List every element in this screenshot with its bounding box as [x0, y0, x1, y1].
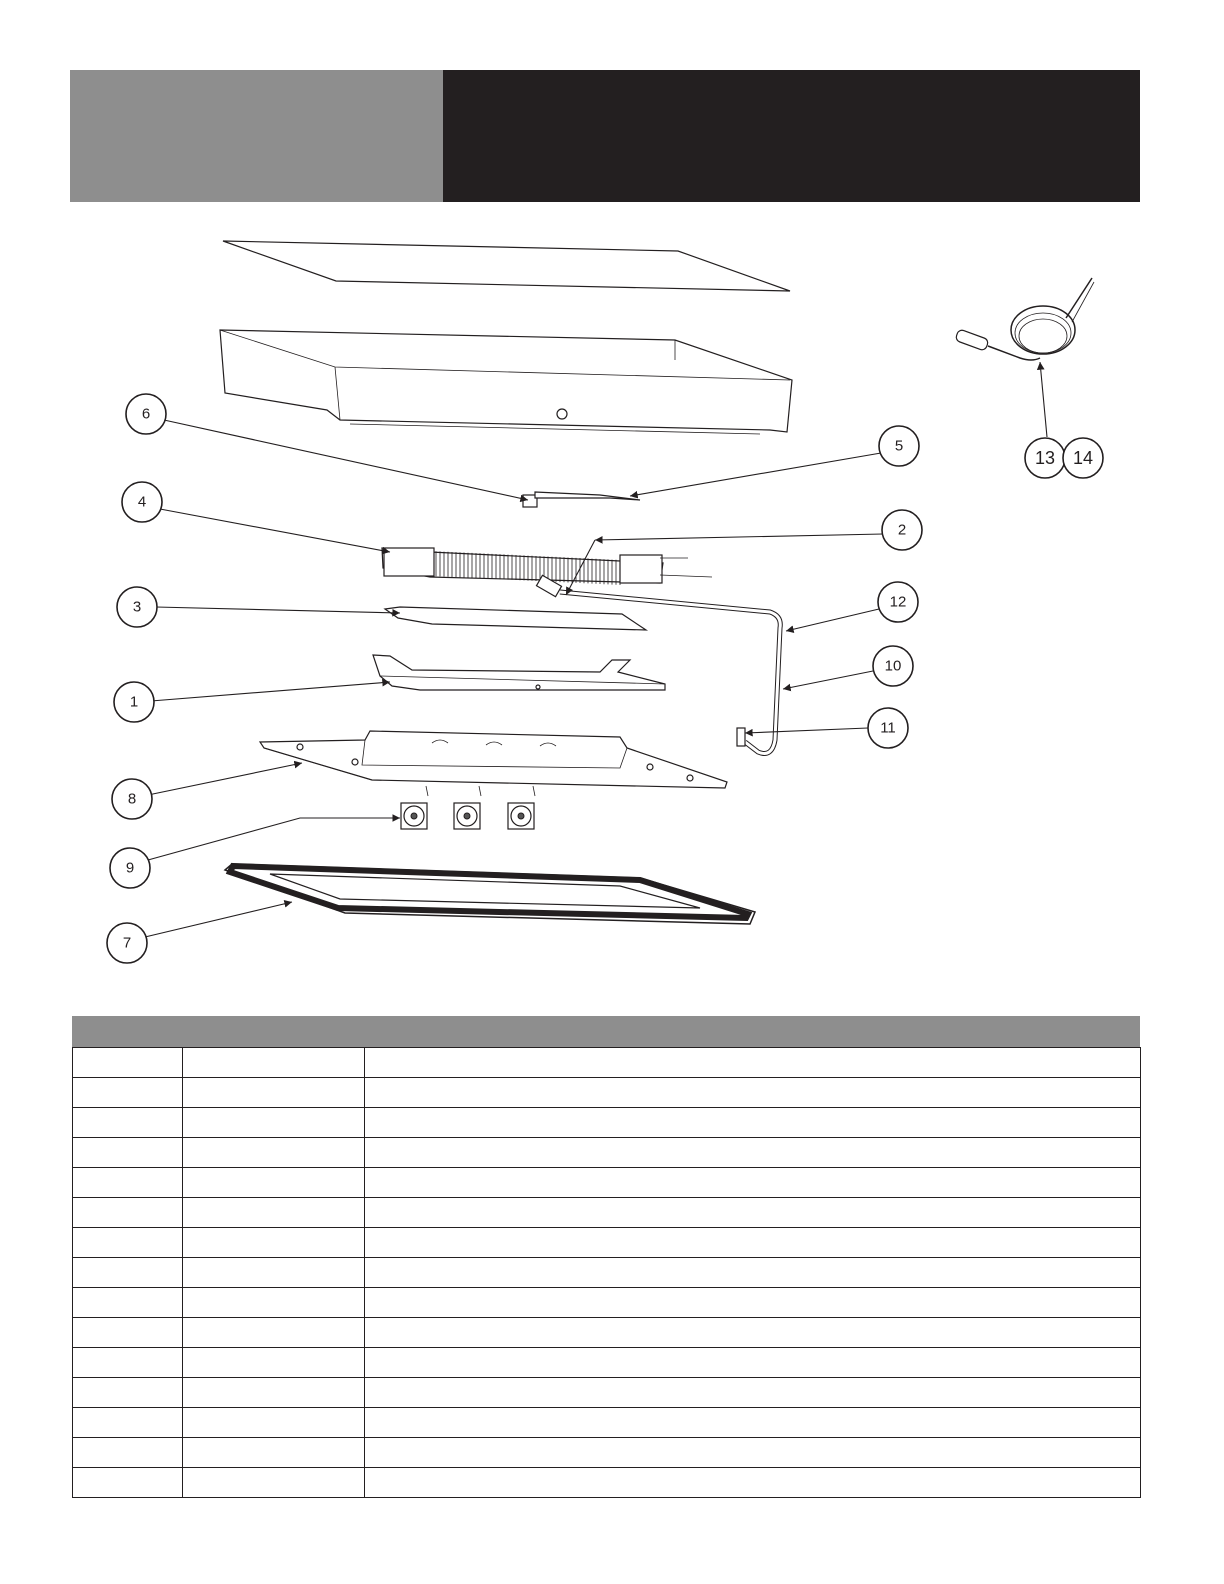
- part-number-cell: [183, 1438, 365, 1468]
- table-row: [73, 1438, 1141, 1468]
- base-plate-part: [260, 731, 727, 788]
- item-cell: [73, 1258, 183, 1288]
- callout-4: [122, 482, 162, 522]
- sensor-bracket-part: [523, 492, 640, 507]
- part-number-cell: [183, 1108, 365, 1138]
- svg-text:2: 2: [897, 521, 907, 539]
- table-row: [73, 1168, 1141, 1198]
- callout-1: [114, 682, 154, 722]
- description-cell: [365, 1378, 1141, 1408]
- part-number-cell: [183, 1288, 365, 1318]
- svg-text:4: 4: [137, 493, 147, 511]
- description-cell: [365, 1318, 1141, 1348]
- description-cell: [365, 1138, 1141, 1168]
- description-cell: [365, 1468, 1141, 1498]
- part-number-cell: [183, 1468, 365, 1498]
- part-number-cell: [183, 1378, 365, 1408]
- part-number-cell: [183, 1228, 365, 1258]
- description-cell: [365, 1168, 1141, 1198]
- description-cell: [365, 1258, 1141, 1288]
- callout-12: [878, 582, 918, 622]
- part-number-cell: [183, 1168, 365, 1198]
- table-row: [73, 1408, 1141, 1438]
- callout-3: [117, 587, 157, 627]
- callout-10: [873, 646, 913, 686]
- callout-2: [882, 510, 922, 550]
- callout-7: [107, 923, 147, 963]
- callout-11: [868, 708, 908, 748]
- item-cell: [73, 1288, 183, 1318]
- header-right-band: [443, 70, 1140, 202]
- part-number-cell: [183, 1348, 365, 1378]
- svg-text:6: 6: [141, 405, 151, 423]
- fan-2: [454, 803, 480, 829]
- fans-part: [401, 786, 535, 829]
- description-cell: [365, 1078, 1141, 1108]
- item-cell: [73, 1078, 183, 1108]
- svg-text:10: 10: [884, 657, 902, 675]
- table-row: [73, 1378, 1141, 1408]
- part-number-cell: [183, 1048, 365, 1078]
- table-row: [73, 1138, 1141, 1168]
- svg-text:9: 9: [125, 859, 135, 877]
- item-cell: [73, 1168, 183, 1198]
- item-cell: [73, 1378, 183, 1408]
- callout-6: [126, 394, 166, 434]
- table-row: [73, 1348, 1141, 1378]
- item-cell: [73, 1048, 183, 1078]
- top-panel-part: [223, 241, 790, 291]
- svg-text:5: 5: [894, 437, 904, 455]
- fan-1: [401, 803, 427, 829]
- callout-13: [1025, 438, 1065, 478]
- part-number-cell: [183, 1318, 365, 1348]
- svg-text:14: 14: [1072, 448, 1094, 468]
- description-cell: [365, 1228, 1141, 1258]
- table-row: [73, 1108, 1141, 1138]
- item-cell: [73, 1138, 183, 1168]
- table-row: [73, 1228, 1141, 1258]
- description-cell: [365, 1288, 1141, 1318]
- part-number-cell: [183, 1138, 365, 1168]
- table-row: [73, 1198, 1141, 1228]
- thermistor-part: [955, 278, 1094, 360]
- table-row: [73, 1288, 1141, 1318]
- table-row: [73, 1318, 1141, 1348]
- evaporator-coil-part: [382, 548, 712, 597]
- callout-9: [110, 848, 150, 888]
- parts-table: [72, 1047, 1141, 1498]
- part-number-cell: [183, 1078, 365, 1108]
- item-cell: [73, 1198, 183, 1228]
- item-cell: [73, 1228, 183, 1258]
- drip-tray-part: [373, 655, 665, 690]
- description-cell: [365, 1408, 1141, 1438]
- item-cell: [73, 1438, 183, 1468]
- svg-text:1: 1: [129, 693, 139, 711]
- description-cell: [365, 1438, 1141, 1468]
- item-cell: [73, 1468, 183, 1498]
- exploded-parts-diagram: [0, 220, 1224, 1000]
- description-cell: [365, 1348, 1141, 1378]
- housing-part: [220, 330, 792, 434]
- item-cell: [73, 1318, 183, 1348]
- callout-5: [879, 426, 919, 466]
- svg-text:8: 8: [127, 790, 137, 808]
- item-cell: [73, 1408, 183, 1438]
- description-cell: [365, 1108, 1141, 1138]
- header-left-band: [70, 70, 443, 202]
- callout-14: [1063, 438, 1103, 478]
- item-cell: [73, 1348, 183, 1378]
- gasket-frame-part: [225, 864, 755, 924]
- svg-text:7: 7: [122, 934, 132, 952]
- part-number-cell: [183, 1408, 365, 1438]
- item-cell: [73, 1108, 183, 1138]
- table-row: [73, 1048, 1141, 1078]
- parts-table-header-band: [72, 1016, 1140, 1047]
- part-number-cell: [183, 1198, 365, 1228]
- table-row: [73, 1468, 1141, 1498]
- description-cell: [365, 1048, 1141, 1078]
- svg-text:3: 3: [132, 598, 142, 616]
- svg-text:11: 11: [880, 719, 896, 737]
- svg-text:12: 12: [889, 593, 907, 611]
- svg-text:13: 13: [1034, 448, 1056, 468]
- heater-plate-part: [385, 607, 646, 630]
- table-row: [73, 1078, 1141, 1108]
- fan-3: [508, 803, 534, 829]
- part-number-cell: [183, 1258, 365, 1288]
- callout-8: [112, 779, 152, 819]
- description-cell: [365, 1198, 1141, 1228]
- table-row: [73, 1258, 1141, 1288]
